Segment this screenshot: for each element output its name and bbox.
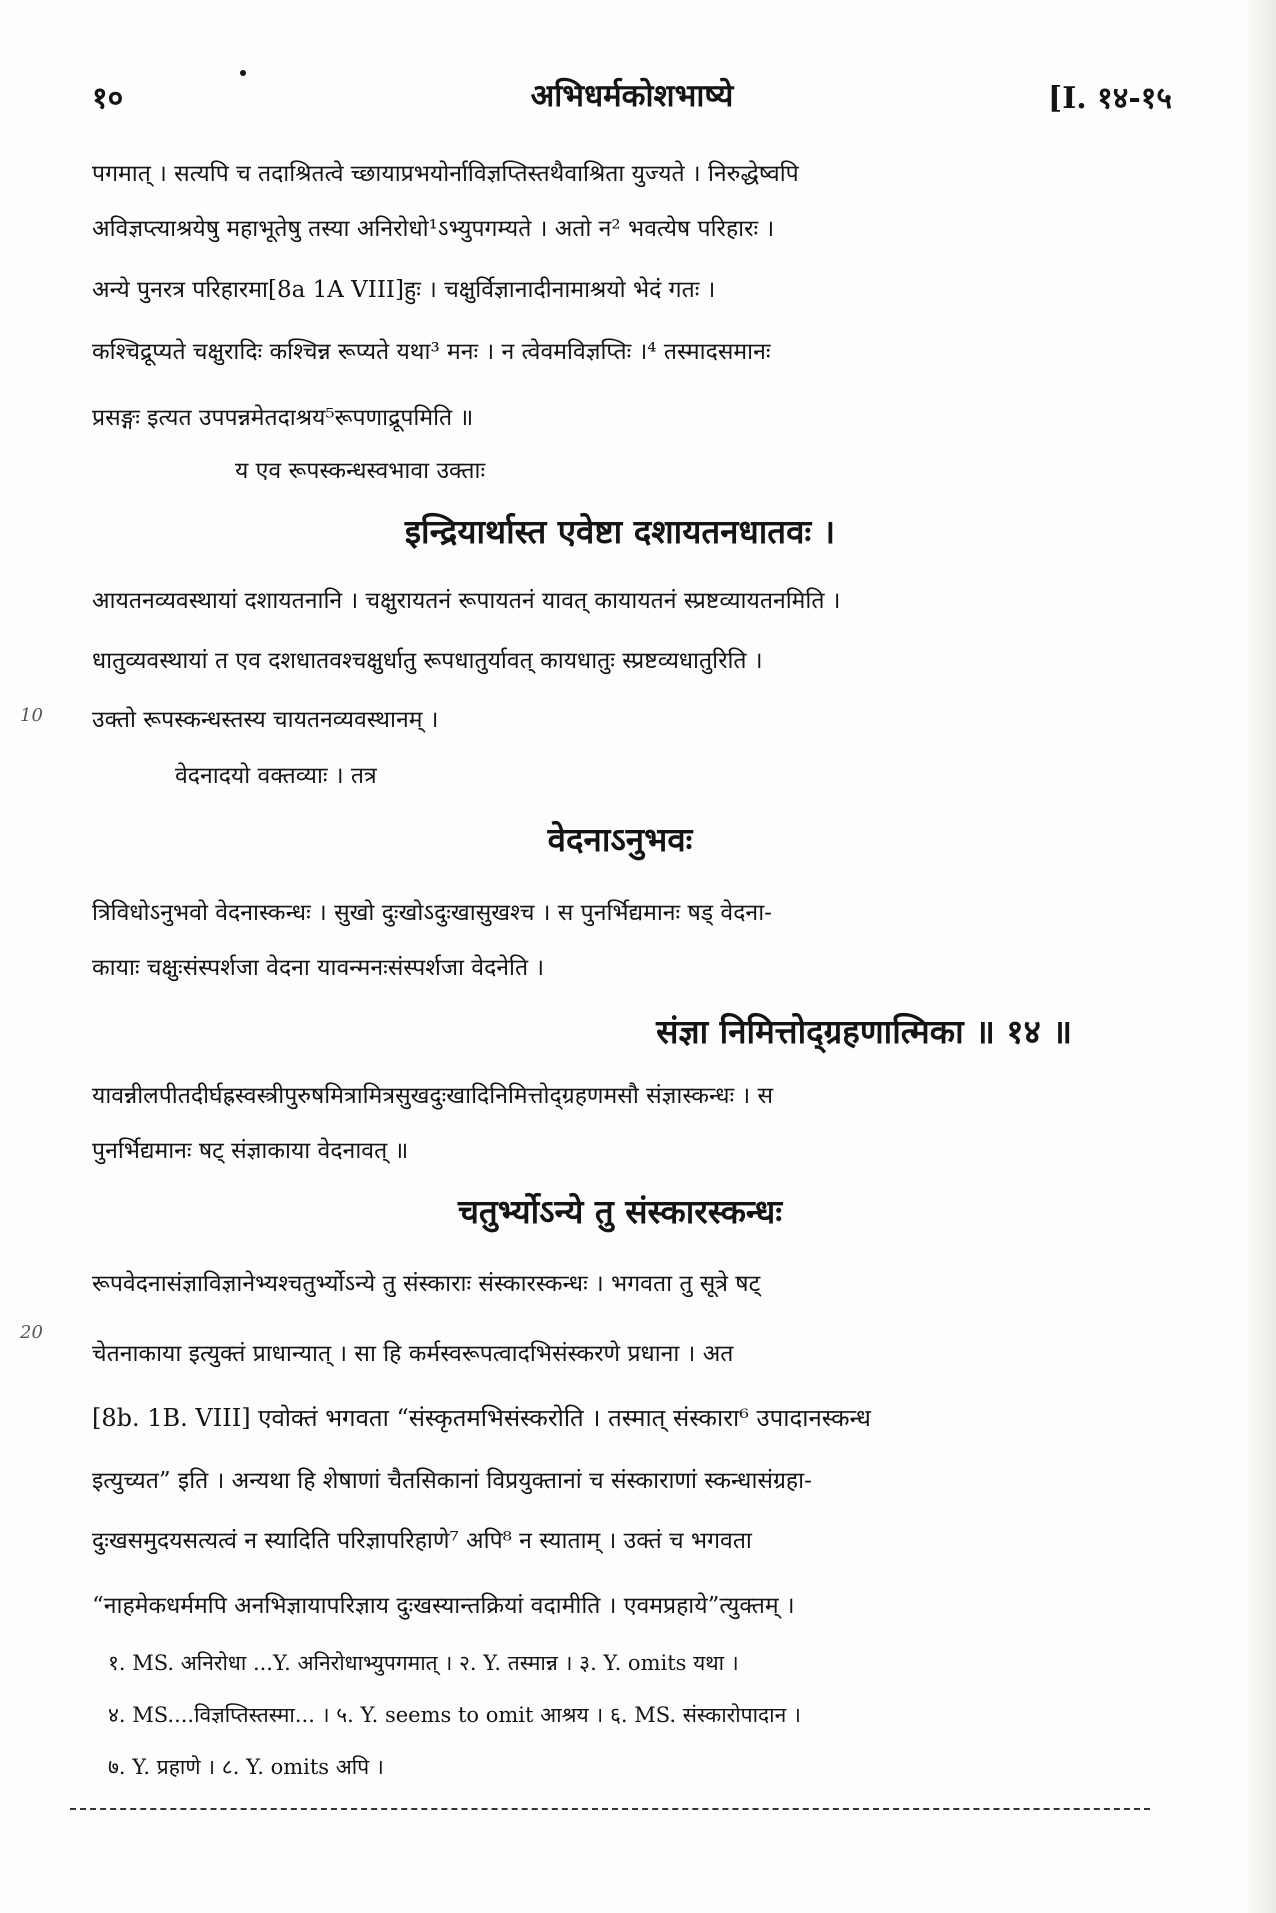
text-line: [8b. 1B. VIII] एवोक्तं भगवता “संस्कृतमभिसंस्करोति । तस्मात् संस्कारा⁶ उपादानस्कन्ध — [92, 1404, 871, 1432]
text-line: दुःखसमुदयसत्यत्वं न स्यादिति परिज्ञापरिहाणे⁷ अपि⁸ न स्याताम् । उक्तं च भगवता — [92, 1528, 752, 1554]
karika-verse: वेदनाऽनुभवः — [547, 820, 693, 859]
text-line: इत्युच्यत” इति । अन्यथा हि शेषाणां चैतसिकानां विप्रयुक्तानां च संस्काराणां स्कन्धासंग्रहा- — [92, 1468, 812, 1494]
text-line: अविज्ञप्त्याश्रयेषु महाभूतेषु तस्या अनिरोधो¹ऽभ्युपगम्यते । अतो न² भवत्येष परिहारः । — [92, 216, 775, 242]
margin-line-number: 10 — [20, 705, 43, 726]
text-line: प्रसङ्गः इत्यत उपपन्नमेतदाश्रय⁵रूपणाद्रूपमिति ॥ — [92, 405, 474, 431]
intro-line: य एव रूपस्कन्धस्वभावा उक्ताः — [235, 458, 486, 484]
text-line: पुनर्भिद्यमानः षट् संज्ञाकाया वेदनावत् ॥ — [92, 1138, 409, 1164]
footnote-line: १. MS. अनिरोधा ...Y. अनिरोधाभ्युपगमात् । २. Y. तस्मान्न । ३. Y. omits यथा । — [108, 1651, 739, 1675]
footnote-divider — [70, 1808, 1150, 1810]
running-title: अभिधर्मकोशभाष्ये — [530, 78, 734, 114]
text-line: त्रिविधोऽनुभवो वेदनास्कन्धः । सुखो दुःखोऽदुःखासुखश्च । स पुनर्भिद्यमानः षड् वेदना- — [92, 900, 772, 926]
page-edge-shadow — [1244, 0, 1276, 1913]
intro-line: वेदनादयो वक्तव्याः । तत्र — [175, 763, 377, 789]
footnote-line: ४. MS....विज्ञप्तिस्तस्मा... । ५. Y. seems to omit आश्रय । ६. MS. संस्कारोपादान । — [108, 1703, 801, 1727]
page-number: १० — [92, 81, 124, 116]
text-line: अन्ये पुनरत्र परिहारमा[8a 1A VIII]हुः । चक्षुर्विज्ञानादीनामाश्रयो भेदं गतः । — [92, 277, 716, 303]
verse-range: [I. १४-१५ — [1048, 81, 1172, 116]
text-line: कायाः चक्षुःसंस्पर्शजा वेदना यावन्मनःसंस्पर्शजा वेदनेति । — [92, 955, 545, 981]
text-line: उक्तो रूपस्कन्धस्तस्य चायतनव्यवस्थानम् । — [92, 707, 439, 733]
karika-verse: संज्ञा निमित्तोद्ग्रहणात्मिका ॥ १४ ॥ — [656, 1012, 1072, 1051]
text-line: यावन्नीलपीतदीर्घह्रस्वस्त्रीपुरुषमित्रामित्रसुखदुःखादिनिमित्तोद्ग्रहणमसौ संज्ञास्कन्धः । स — [92, 1083, 774, 1109]
margin-line-number: 20 — [20, 1322, 43, 1343]
page-header — [92, 72, 1172, 122]
text-line: आयतनव्यवस्थायां दशायतनानि । चक्षुरायतनं रूपायतनं यावत् कायायतनं स्प्रष्टव्यायतनमिति । — [92, 588, 841, 614]
text-line: धातुव्यवस्थायां त एव दशधातवश्चक्षुर्धातु रूपधातुर्यावत् कायधातुः स्प्रष्टव्यधातुरिति । — [92, 648, 763, 674]
karika-verse: चतुर्भ्योऽन्ये तु संस्कारस्कन्धः — [457, 1192, 783, 1231]
text-line: पगमात् । सत्यपि च तदाश्रितत्वे च्छायाप्रभयोर्नाविज्ञप्तिस्तथैवाश्रिता युज्यते । निरुद्धेष्वपि — [92, 161, 799, 187]
text-line: “नाहमेकधर्ममपि अनभिज्ञायापरिज्ञाय दुःखस्यान्तक्रियां वदामीति । एवमप्रहाये”त्युक्तम् । — [92, 1593, 795, 1619]
karika-verse: इन्द्रियार्थास्त एवेष्टा दशायतनधातवः । — [404, 512, 836, 551]
text-line: रूपवेदनासंज्ञाविज्ञानेभ्यश्चतुर्भ्योऽन्ये तु संस्काराः संस्कारस्कन्धः । भगवता तु सूत्रे षट् — [92, 1271, 761, 1297]
text-line: चेतनाकाया इत्युक्तं प्राधान्यात् । सा हि कर्मस्वरूपत्वादभिसंस्करणे प्रधाना । अत — [92, 1341, 734, 1367]
text-line: कश्चिद्रूप्यते चक्षुरादिः कश्चिन्न रूप्यते यथा³ मनः । न त्वेवमविज्ञप्तिः ।⁴ तस्मादसमानः — [92, 339, 771, 365]
footnote-line: ७. Y. प्रहाणे । ८. Y. omits अपि । — [108, 1755, 384, 1779]
